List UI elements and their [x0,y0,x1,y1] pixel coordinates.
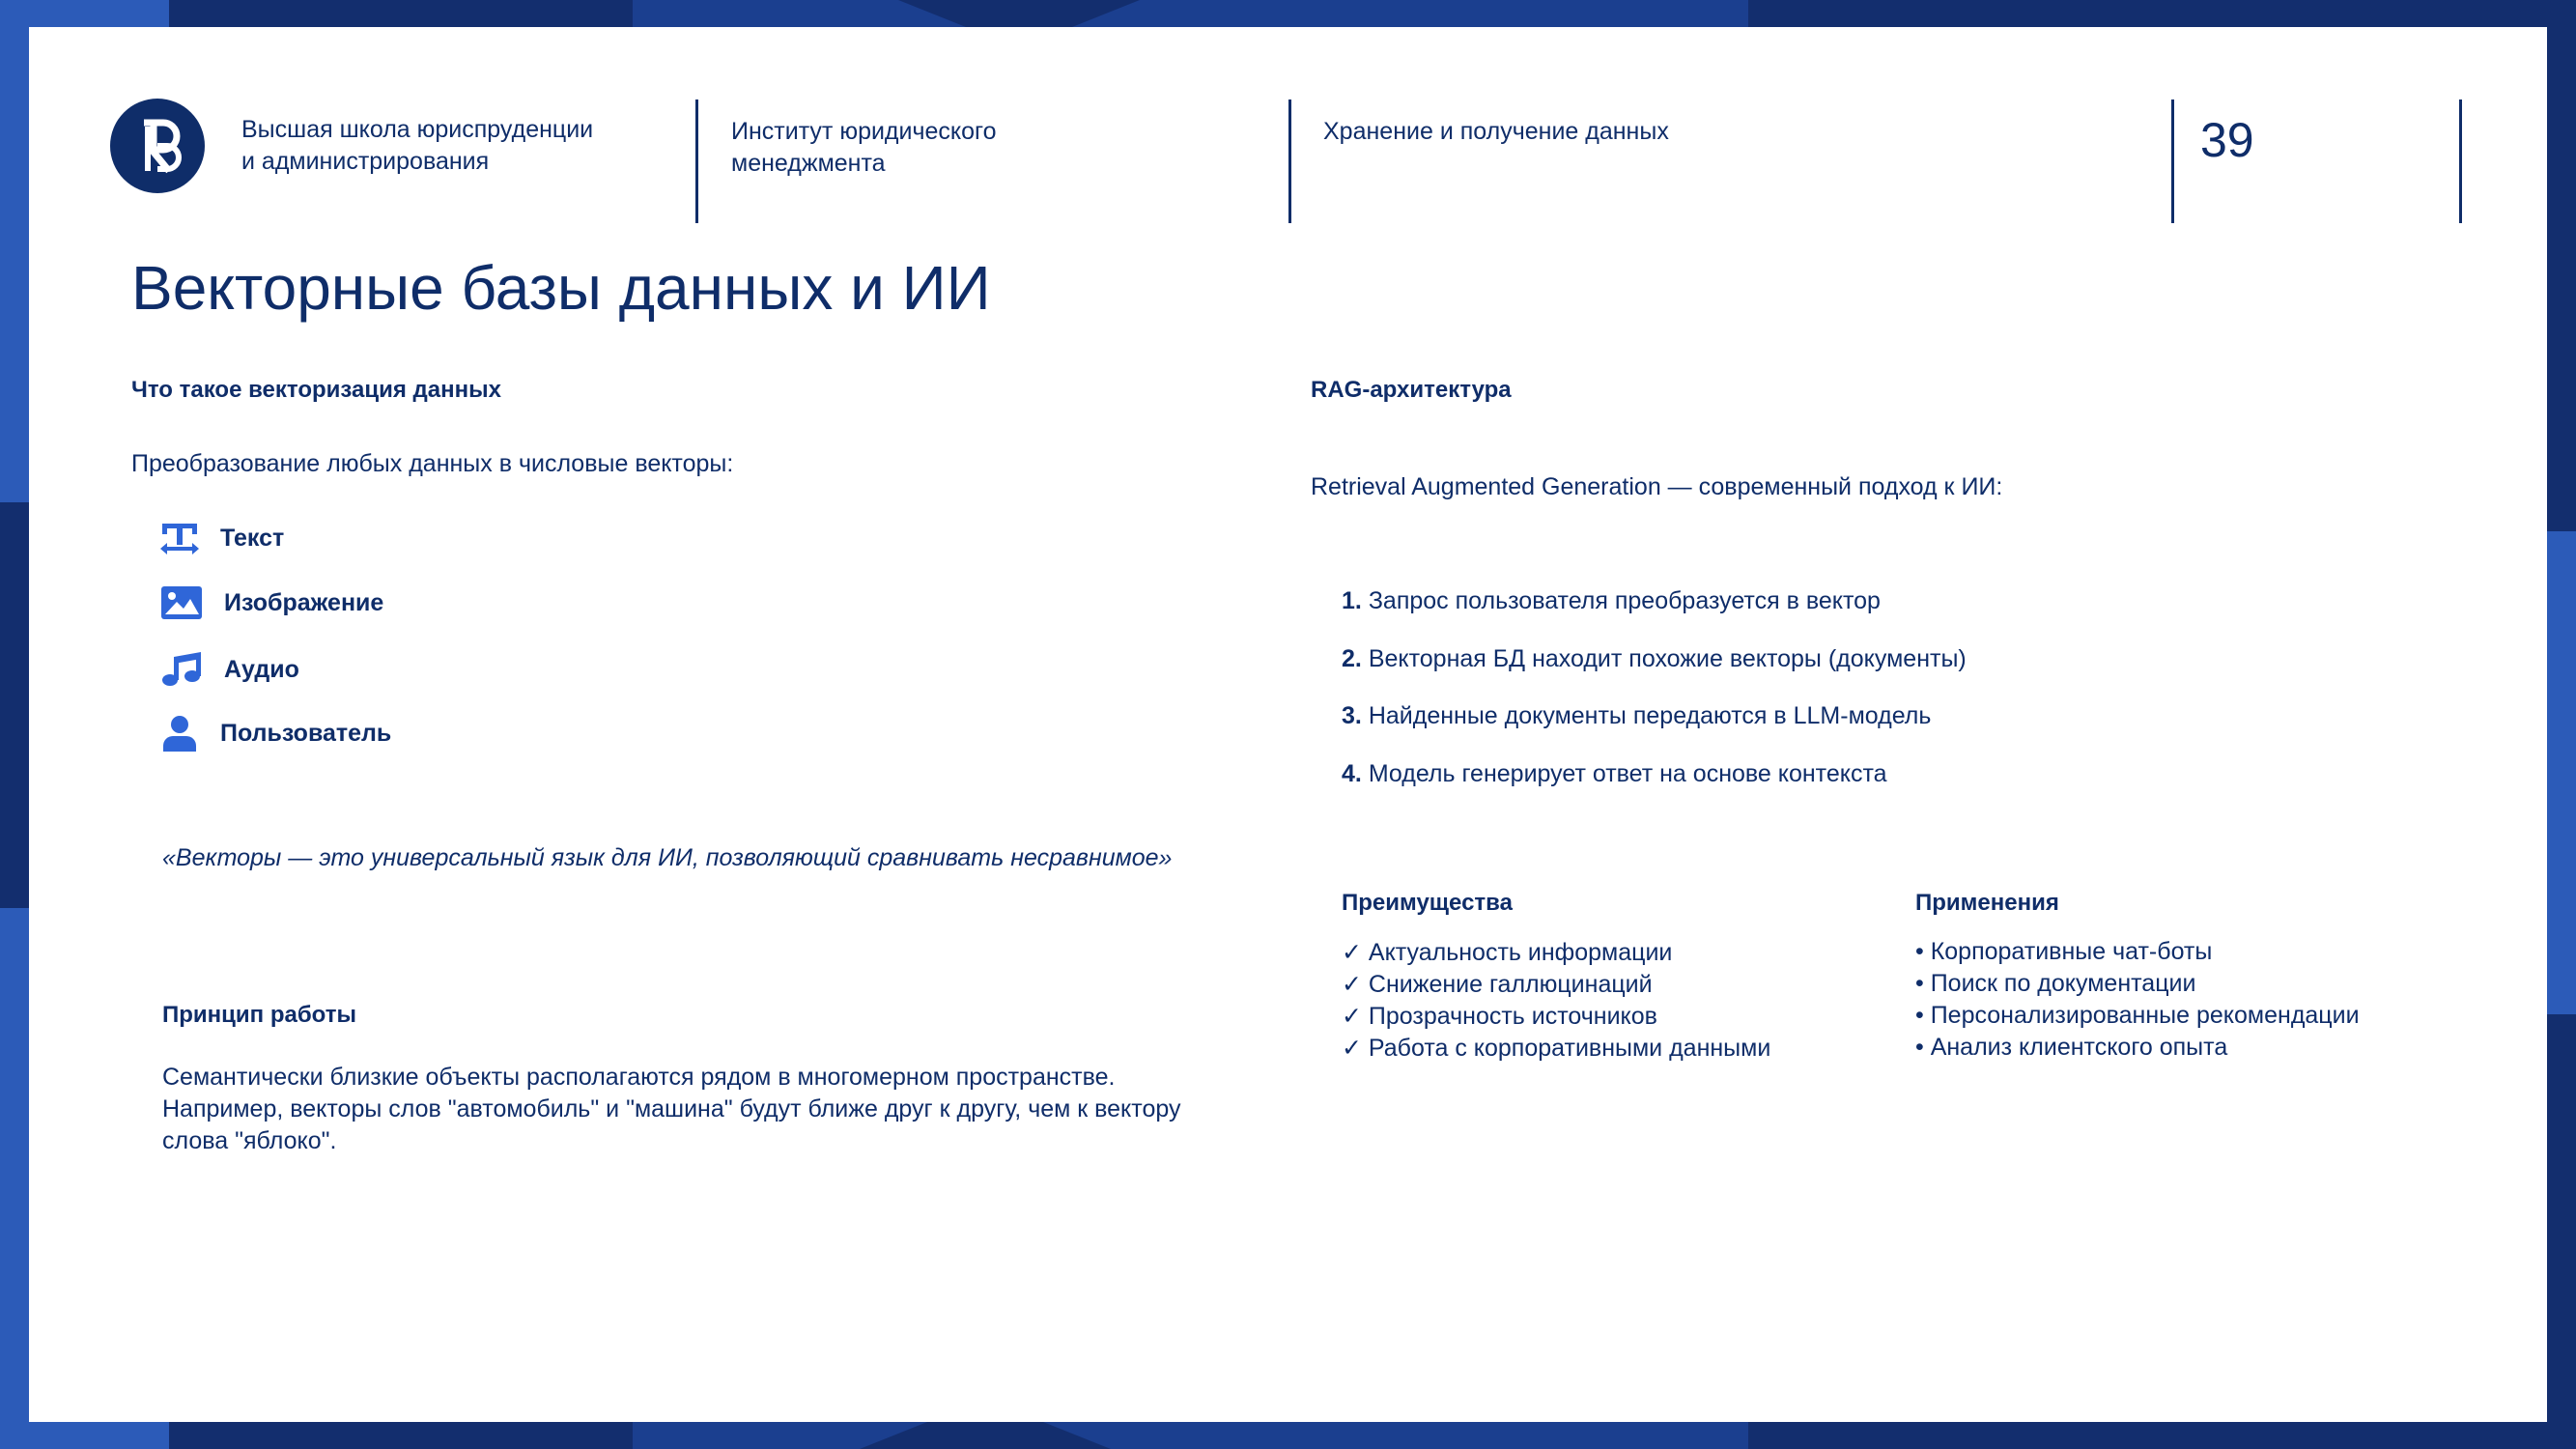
course-name: Хранение и получение данных [1323,118,1669,145]
quote: «Векторы — это универсальный язык для ИИ, позволяющий сравнивать несравнимое» [162,844,1173,871]
rag-step [1342,760,1887,788]
vectorization-intro: Преобразование любых данных в числовые векторы: [131,450,734,477]
school-name-line: Высшая школа юриспруденции [241,116,594,143]
page-title: Векторные базы данных и ИИ [131,253,991,323]
school-name-line: и администрирования [241,148,490,175]
header-divider [1288,99,1291,223]
rag-step [1342,587,1881,615]
data-type-label: Аудио [224,655,299,683]
rag-step-text: Модель генерирует ответ на основе контекста [1368,760,1887,787]
applications-heading: Применения [1915,890,2059,916]
rag-step-number: 1. [1342,587,1362,614]
data-type-label: Изображение [224,588,384,616]
data-type-label: Пользователь [220,719,392,747]
principle-line: Например, векторы слов "автомобиль" и "машина" будут ближе друг к другу, чем к вектору [162,1095,1181,1122]
data-type-user [160,715,391,752]
image-icon [160,585,203,620]
page-number: 39 [2200,113,2254,167]
advantage-item: ✓ Работа с корпоративными данными [1342,1035,1771,1062]
header-divider [2171,99,2174,223]
vectorization-heading: Что такое векторизация данных [131,377,501,403]
rag-step-number: 3. [1342,702,1362,729]
principle-line: слова "яблоко". [162,1127,337,1154]
hse-logo-icon [109,98,206,194]
principle-heading: Принцип работы [162,1002,356,1028]
rag-step [1342,702,1931,730]
data-type-audio [160,651,299,688]
data-type-text [160,522,284,554]
rag-step [1342,645,1967,673]
institute-name-line: Институт юридического [731,118,997,145]
rag-step-text: Запрос пользователя преобразуется в вектор [1368,587,1881,614]
music-note-icon [160,651,203,688]
institute-name-line: менеджмента [731,150,886,177]
application-item: • Персонализированные рекомендации [1915,1002,2360,1029]
rag-step-text: Векторная БД находит похожие векторы (документы) [1368,645,1967,672]
application-item: • Анализ клиентского опыта [1915,1034,2228,1061]
rag-heading: RAG-архитектура [1311,377,1512,403]
data-type-image [160,585,383,620]
advantage-item: ✓ Прозрачность источников [1342,1003,1657,1030]
applications-list [1915,936,2360,1064]
text-icon [160,522,199,554]
header-divider [2459,99,2462,223]
principle-text [162,1062,1321,1157]
data-type-label: Текст [220,524,285,552]
rag-intro: Retrieval Augmented Generation — современный подход к ИИ: [1311,473,2003,500]
advantages-heading: Преимущества [1342,890,1513,916]
rag-step-text: Найденные документы передаются в LLM-модель [1368,702,1932,729]
application-item: • Корпоративные чат-боты [1915,938,2213,965]
school-name [241,114,647,178]
advantage-item: ✓ Актуальность информации [1342,939,1673,966]
user-icon [160,715,199,752]
institute-name [731,116,1118,180]
slide [29,27,2547,1422]
rag-step-number: 4. [1342,760,1362,787]
advantage-item: ✓ Снижение галлюцинаций [1342,971,1653,998]
advantages-list [1342,937,1770,1065]
principle-line: Семантически близкие объекты располагаются рядом в многомерном пространстве. [162,1064,1116,1091]
header-divider [695,99,698,223]
application-item: • Поиск по документации [1915,970,2196,997]
rag-step-number: 2. [1342,645,1362,672]
